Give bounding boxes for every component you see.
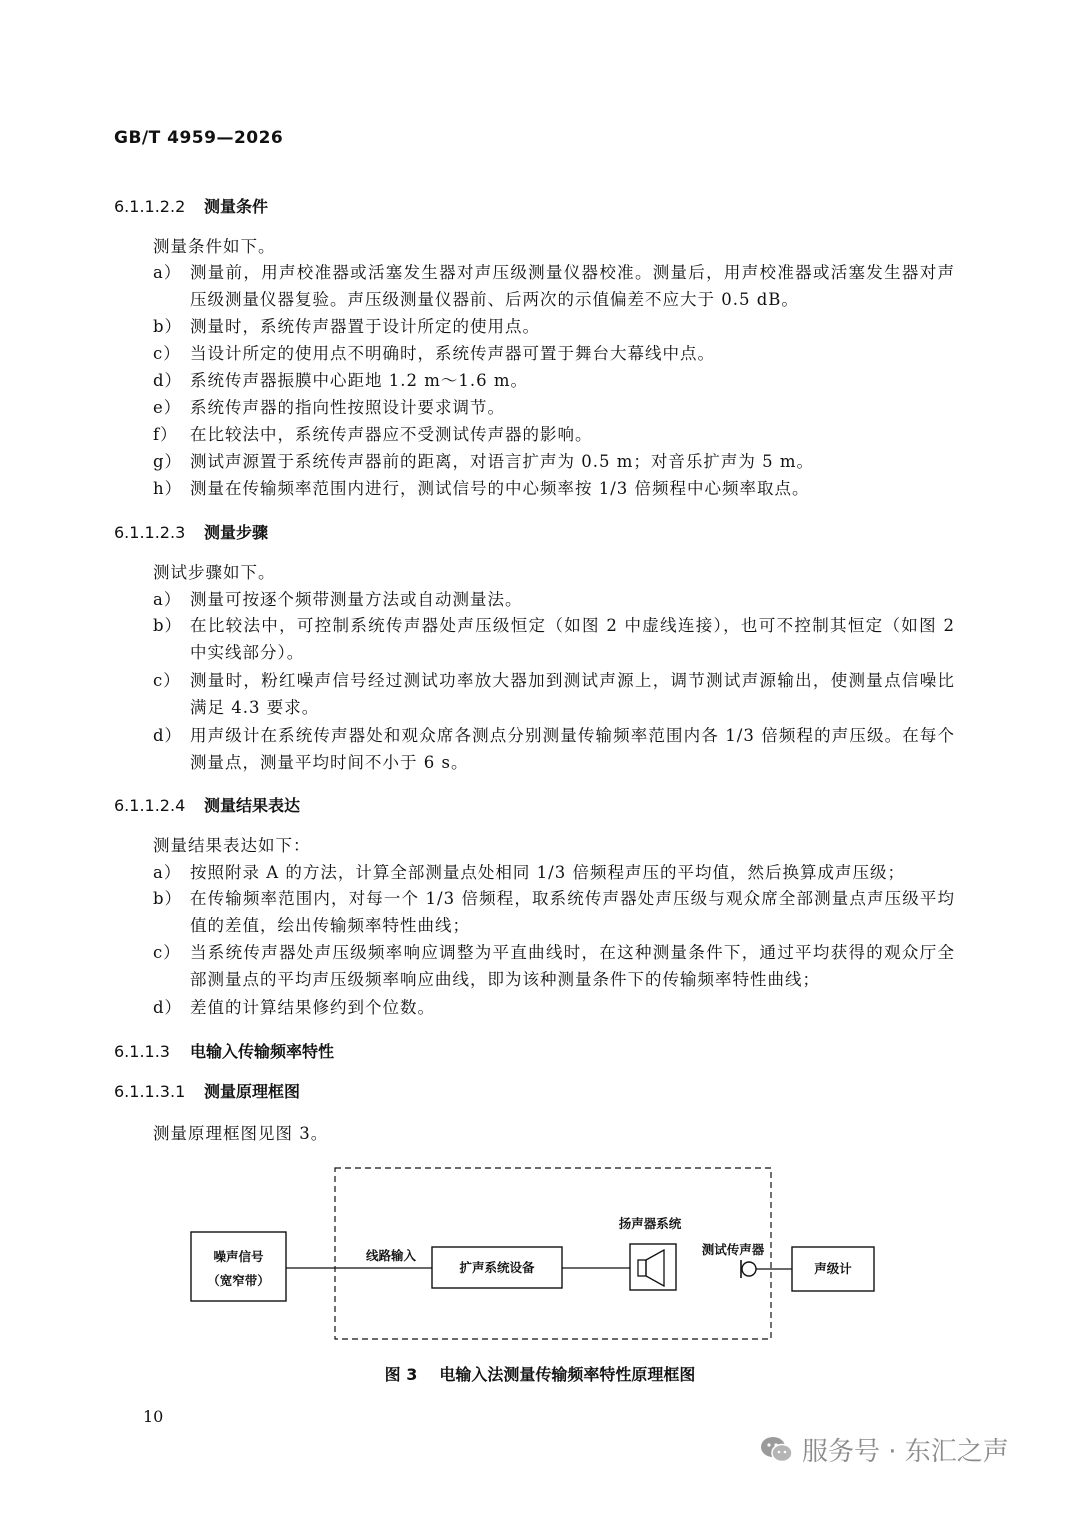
section-heading-6-1-1-2-3 <box>114 520 268 543</box>
section-number: 6.1.1.2.4 <box>114 796 186 815</box>
figure-number: 图 3 <box>384 1365 418 1384</box>
wechat-icon <box>760 1436 794 1464</box>
noise-signal-box <box>191 1232 286 1301</box>
list-text: 在比较法中，系统传声器应不受测试传声器的影响。 <box>190 425 593 444</box>
list-marker: h） <box>153 479 183 498</box>
list-marker: b） <box>153 616 183 635</box>
line-input-label: 线路输入 <box>365 1248 417 1263</box>
list-text: 测量时，粉红噪声信号经过测试功率放大器加到测试声源上，调节测试声源输出，使测量点信噪比满足 4.3 要求。 <box>190 671 955 717</box>
list-text: 在传输频率范围内，对每一个 1/3 倍频程，取系统传声器处声压级与观众席全部测量点声压级平均值的差值，绘出传输频率特性曲线； <box>190 889 955 935</box>
page-number: 10 <box>143 1407 164 1426</box>
section-heading-6-1-1-3 <box>114 1039 334 1062</box>
list-text: 在比较法中，可控制系统传声器处声压级恒定（如图 2 中虚线连接），也可不控制其恒定（如图 2 中实线部分）。 <box>190 616 955 662</box>
watermark-text: 服务号 · 东汇之声 <box>802 1437 1009 1467</box>
list-marker: e） <box>153 398 182 417</box>
list-text: 按照附录 A 的方法，计算全部测量点处相同 1/3 倍频程声压的平均值，然后换算成声压级； <box>190 863 905 882</box>
microphone-icon <box>741 1260 756 1278</box>
noise-signal-label: 噪声信号 <box>213 1249 264 1264</box>
list-text: 系统传声器的指向性按照设计要求调节。 <box>190 398 505 417</box>
list-marker: g） <box>153 452 183 471</box>
list-marker: d） <box>153 998 183 1017</box>
list-text: 测量在传输频率范围内进行，测试信号的中心频率按 1/3 倍频程中心频率取点。 <box>190 479 810 498</box>
section-number: 6.1.1.2.2 <box>114 197 186 216</box>
section-intro: 测量条件如下。 <box>153 237 276 256</box>
list-marker: c） <box>153 344 181 363</box>
list-marker: a） <box>153 590 182 609</box>
block-diagram <box>0 1150 1080 1360</box>
list-marker: b） <box>153 889 183 908</box>
list-text: 当系统传声器处声压级频率响应调整为平直曲线时，在这种测量条件下，通过平均获得的观众厅全部测量点的平均声压级频率响应曲线，即为该种测量条件下的传输频率特性曲线； <box>190 943 955 989</box>
section-heading-6-1-1-3-1 <box>114 1079 300 1102</box>
section-heading-6-1-1-2-2 <box>114 194 268 217</box>
section-intro: 测量结果表达如下： <box>153 836 311 855</box>
list-marker: b） <box>153 317 183 336</box>
figure-caption <box>0 1362 1080 1385</box>
section-title: 测量原理框图 <box>204 1082 301 1101</box>
list-text: 测试声源置于系统传声器前的距离，对语言扩声为 0.5 m；对音乐扩声为 5 m。 <box>190 452 815 471</box>
section-title: 电输入传输频率特性 <box>190 1042 335 1061</box>
level-meter-label: 声级计 <box>814 1261 852 1276</box>
section-title: 测量结果表达 <box>204 796 301 815</box>
list-marker: d） <box>153 726 183 745</box>
list-text: 差值的计算结果修约到个位数。 <box>190 998 435 1017</box>
list-text: 系统传声器振膜中心距地 1.2 m～1.6 m。 <box>190 371 529 390</box>
section-number: 6.1.1.2.3 <box>114 523 186 542</box>
list-text: 测量前，用声校准器或活塞发生器对声压级测量仪器校准。测量后，用声校准器或活塞发生器对声压级测量仪器复验。声压级测量仪器前、后两次的示值偏差不应大于 0.5 dB。 <box>190 263 955 309</box>
list-marker: f） <box>153 425 178 444</box>
speaker-box <box>630 1244 676 1290</box>
section-intro: 测量原理框图见图 3。 <box>153 1124 329 1143</box>
list-marker: a） <box>153 863 182 882</box>
list-marker: c） <box>153 943 181 962</box>
noise-signal-sublabel: （宽窄带） <box>207 1273 270 1288</box>
list-text: 测量时，系统传声器置于设计所定的使用点。 <box>190 317 540 336</box>
speaker-icon <box>638 1250 664 1286</box>
list-text: 当设计所定的使用点不明确时，系统传声器可置于舞台大幕线中点。 <box>190 344 715 363</box>
watermark <box>760 1431 1009 1468</box>
section-intro: 测试步骤如下。 <box>153 563 276 582</box>
list-text: 测量可按逐个频带测量方法或自动测量法。 <box>190 590 523 609</box>
list-text: 用声级计在系统传声器处和观众席各测点分别测量传输频率范围内各 1/3 倍频程的声压级。在每个测量点，测量平均时间不小于 6 s。 <box>190 726 955 772</box>
list-marker: d） <box>153 371 183 390</box>
section-title: 测量条件 <box>204 197 269 216</box>
section-number: 6.1.1.3 <box>114 1042 170 1061</box>
section-number: 6.1.1.3.1 <box>114 1082 186 1101</box>
section-title: 测量步骤 <box>204 523 269 542</box>
figure-title: 电输入法测量传输频率特性原理框图 <box>439 1365 696 1384</box>
list-marker: a） <box>153 263 182 282</box>
standard-code: GB/T 4959—2026 <box>114 128 284 148</box>
list-marker: c） <box>153 671 181 690</box>
amp-system-label: 扩声系统设备 <box>459 1260 535 1275</box>
speaker-system-label: 扬声器系统 <box>618 1216 682 1231</box>
section-heading-6-1-1-2-4 <box>114 793 300 816</box>
test-mic-label: 测试传声器 <box>701 1242 765 1257</box>
